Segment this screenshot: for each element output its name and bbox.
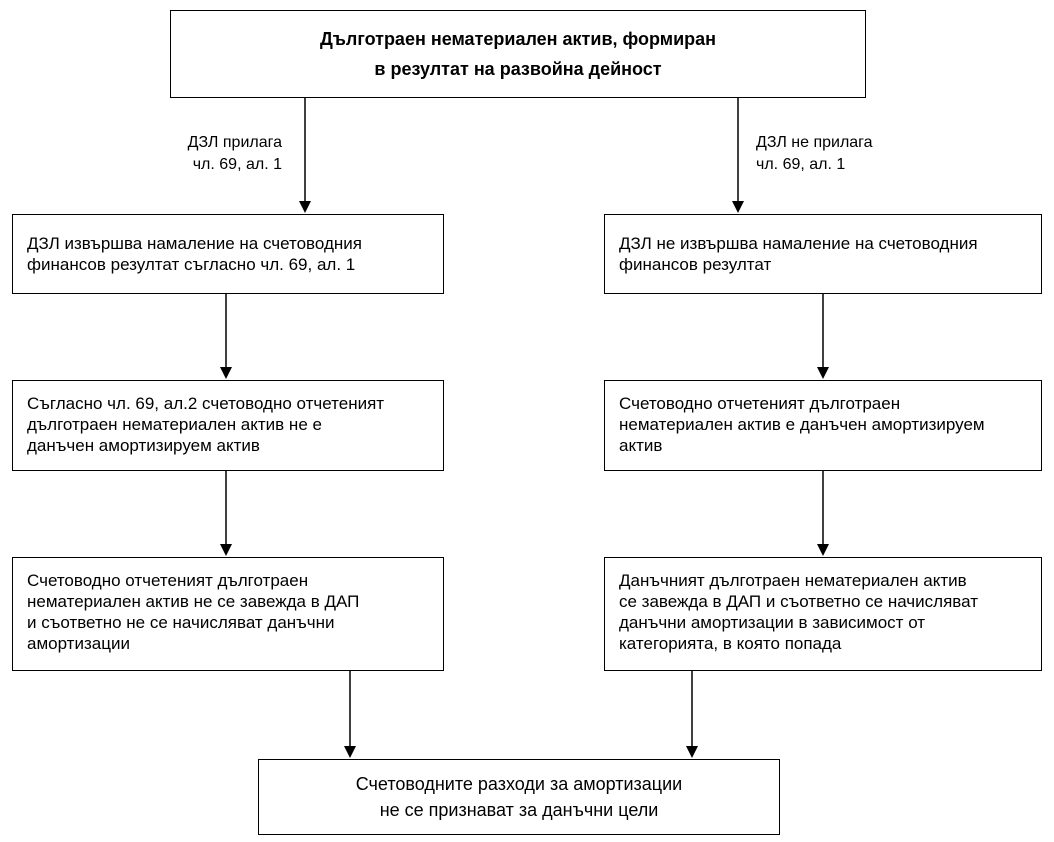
branch-label-applies-line-2: чл. 69, ал. 1 [192,156,282,173]
branch-label-not-applies [756,132,916,176]
right-step-3-line-3: данъчни амортизации в зависимост от [619,613,926,632]
left-step-3-line-4: амортизации [27,634,130,653]
branch-label-applies-line-1: ДЗЛ прилага [187,134,282,151]
right-step-2-line-2: нематериален актив е данъчен амортизируем [619,415,985,434]
left-step-3-line-1: Счетоводно отчетеният дълготраен [27,571,309,590]
left-step-3-line-2: нематериален актив не се завежда в ДАП [27,592,360,611]
right-step-2-line-1: Счетоводно отчетеният дълготраен [619,394,901,413]
right-step-2-box [604,380,1042,471]
left-step-1-line-1: ДЗЛ извършва намаление на счетоводния [27,234,362,253]
branch-label-not-applies-line-1: ДЗЛ не прилага [756,134,873,151]
root-node-line-1: Дълготраен нематериален актив, формиран [319,29,717,49]
branch-label-not-applies-line-2: чл. 69, ал. 1 [756,156,846,173]
right-step-3-line-1: Данъчният дълготраен нематериален актив [619,571,967,590]
left-step-3-line-3: и съответно не се начисляват данъчни [27,613,335,632]
right-step-1-line-1: ДЗЛ не извършва намаление на счетоводния [619,234,978,253]
root-node-box [170,10,866,98]
conclusion-node-box [258,759,780,835]
right-step-3-line-4: категорията, в която попада [619,634,842,653]
right-step-3-line-2: се завежда в ДАП и съответно се начисляват [619,592,978,611]
left-step-1-box [12,214,444,294]
left-step-3-box [12,557,444,671]
left-step-1-line-2: финансов резултат съгласно чл. 69, ал. 1 [27,255,356,274]
conclusion-line-1: Счетоводните разходи за амортизации [355,774,683,794]
right-step-1-box [604,214,1042,294]
right-step-1-line-2: финансов резултат [619,255,772,274]
conclusion-line-2: не се признават за данъчни цели [379,800,659,820]
right-step-2-line-3: актив [619,436,663,455]
left-step-2-line-3: данъчен амортизируем актив [27,436,260,455]
left-step-2-box [12,380,444,471]
left-step-2-line-2: дълготраен нематериален актив не е [27,415,322,434]
branch-label-applies [150,132,282,176]
right-step-3-box [604,557,1042,671]
left-step-2-line-1: Съгласно чл. 69, ал.2 счетоводно отчетеният [27,394,385,413]
root-node-line-2: в резултат на развойна дейност [374,59,662,79]
